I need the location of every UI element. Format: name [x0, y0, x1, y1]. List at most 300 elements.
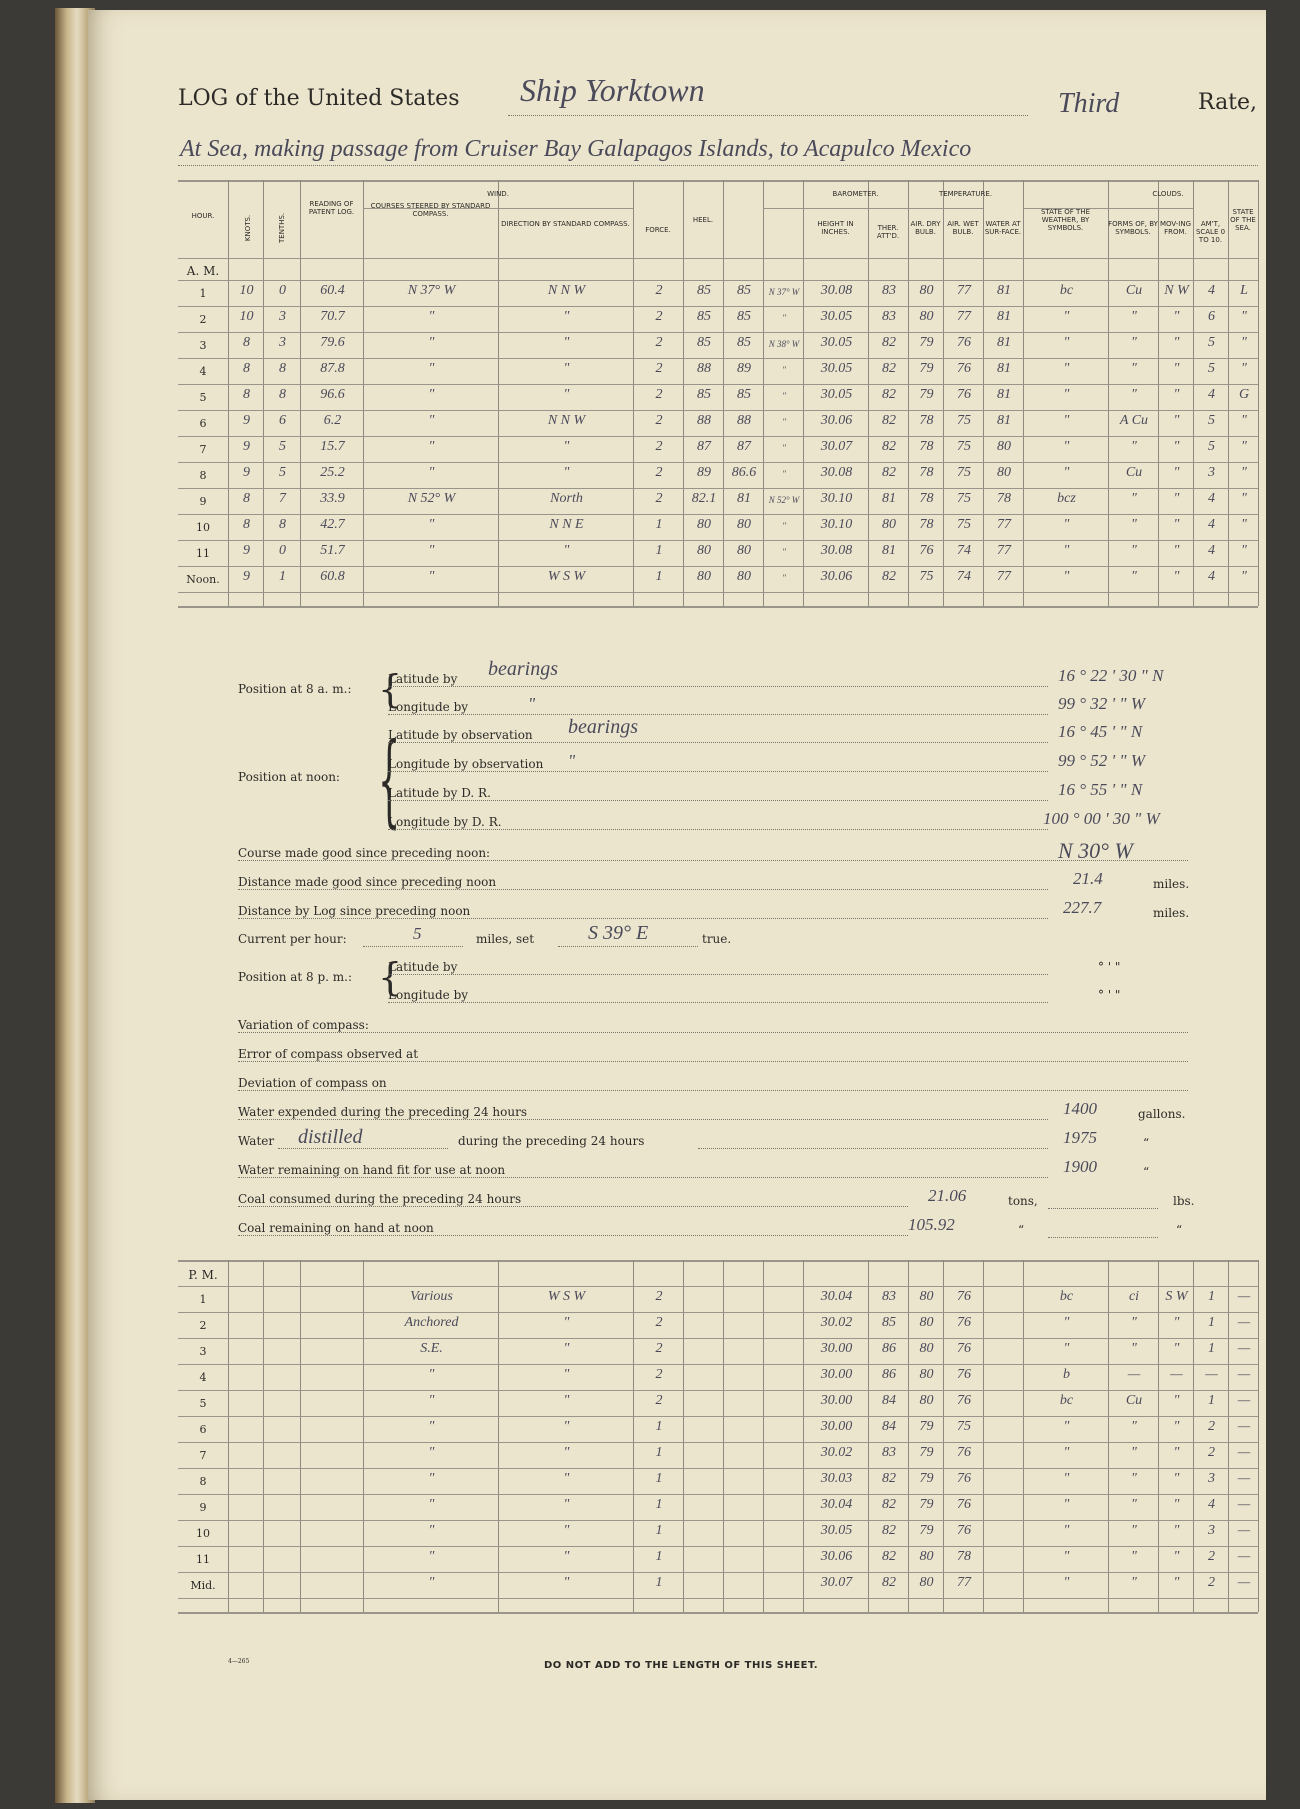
am-cell-force: 1	[655, 517, 663, 532]
pm-hour-label: Mid.	[190, 1579, 216, 1592]
am-cell-weather: "	[1063, 517, 1070, 532]
am-col-line	[908, 180, 909, 606]
col-hour: HOUR.	[191, 212, 215, 220]
am-cell-moving: "	[1173, 387, 1180, 402]
pm-cell-forms: "	[1131, 1341, 1137, 1356]
pm-cell-amt: 1	[1208, 1315, 1215, 1330]
am-col-line	[803, 180, 804, 606]
am-cell-force: 1	[655, 569, 663, 584]
am-col-line	[1023, 180, 1024, 606]
pm-cell-amt: 2	[1208, 1419, 1215, 1434]
am-cell-weather: "	[1063, 413, 1070, 428]
pm-cell-wind_dir: "	[563, 1575, 570, 1590]
ditto-1: “	[1143, 1136, 1150, 1150]
am-cell-sea: "	[1241, 543, 1247, 558]
am-cell-log: 96.6	[320, 387, 345, 402]
pm-hour-label: 10	[196, 1527, 210, 1540]
pm-cell-wind_dir: "	[563, 1549, 570, 1564]
pm-cell-ther: 83	[882, 1445, 896, 1460]
am-cell-ther: 81	[882, 491, 896, 506]
pm-cell-wet: 77	[957, 1575, 971, 1590]
col-wind-force: FORCE.	[645, 226, 671, 234]
am-cell-sea: "	[1241, 517, 1247, 532]
col-wind-group: WIND.	[487, 190, 509, 198]
pm-cell-course: "	[428, 1549, 435, 1564]
am-cell-c10: 88	[737, 413, 751, 428]
am-hour-label: 11	[196, 547, 210, 560]
am-col-line	[1108, 180, 1109, 606]
am-cell-forms: "	[1131, 387, 1137, 402]
am-cell-sea: L	[1240, 283, 1248, 298]
am-cell-baro: 30.08	[820, 283, 853, 298]
am-cell-wind_dir: "	[563, 439, 570, 454]
footer-notice: DO NOT ADD TO THE LENGTH OF THIS SHEET.	[544, 1660, 819, 1671]
pm-row-rule	[178, 1442, 1258, 1443]
pm-cell-moving: "	[1173, 1549, 1180, 1564]
am-cell-baro: 30.05	[820, 361, 853, 376]
pm-cell-sea: —	[1237, 1367, 1251, 1382]
am-cell-c11: N 37° W	[768, 287, 800, 297]
pm-cell-moving: "	[1173, 1523, 1180, 1538]
am-col-line	[300, 180, 301, 606]
am-col-line	[1158, 180, 1159, 606]
pm-cell-force: 2	[655, 1393, 663, 1408]
am-cell-knots: 8	[243, 491, 250, 506]
pm-label: P. M.	[188, 1268, 218, 1282]
pm-cell-wet: 76	[957, 1523, 971, 1538]
pm-cell-weather: bc	[1059, 1289, 1074, 1304]
error: Error of compass observed at	[238, 1047, 419, 1061]
pm-cell-weather: "	[1063, 1575, 1070, 1590]
lon-dr-leader	[388, 828, 1048, 830]
pm-cell-moving: "	[1173, 1341, 1180, 1356]
am-cell-c11: "	[782, 443, 786, 453]
am-cell-force: 2	[655, 309, 663, 324]
lon-8pm-value: ° ' "	[1098, 988, 1121, 1002]
pm-cell-forms: "	[1131, 1419, 1137, 1434]
am-cell-wet: 75	[957, 517, 971, 532]
am-cell-moving: "	[1173, 335, 1180, 350]
am-cell-amt: 4	[1208, 387, 1215, 402]
am-cell-log: 60.4	[320, 283, 345, 298]
pm-cell-wind_dir: "	[563, 1419, 570, 1434]
position-noon-label: Position at noon:	[238, 770, 340, 784]
am-row-rule	[178, 332, 1258, 333]
am-cell-tenths: 8	[279, 361, 286, 376]
col-cloud-amount: AM'T, SCALE 0 TO 10.	[1195, 220, 1226, 244]
am-col-line	[263, 180, 264, 606]
am-cell-moving: "	[1173, 361, 1180, 376]
am-cell-force: 2	[655, 413, 663, 428]
pm-cell-wind_dir: "	[563, 1523, 570, 1538]
am-cell-c11: "	[782, 573, 786, 583]
am-col-line	[723, 180, 724, 606]
am-cell-c10: 85	[737, 387, 751, 402]
am-cell-heel: 80	[697, 517, 711, 532]
am-cell-wet: 76	[957, 387, 971, 402]
water-expended: Water expended during the preceding 24 hours	[238, 1105, 528, 1119]
am-cell-dry: 79	[919, 335, 934, 350]
pm-row-rule	[178, 1416, 1258, 1417]
am-cell-moving: "	[1173, 309, 1180, 324]
pm-cell-wet: 76	[957, 1497, 971, 1512]
am-cell-c11: "	[782, 469, 786, 479]
pm-cell-baro: 30.05	[820, 1523, 853, 1538]
pm-cell-wind_dir: "	[563, 1445, 570, 1460]
col-knots: KNOTS.	[244, 214, 252, 242]
am-cell-water: 80	[997, 465, 1011, 480]
pm-row-rule	[178, 1338, 1258, 1339]
am-hour-label: 5	[199, 391, 207, 404]
am-cell-forms: A Cu	[1119, 413, 1149, 428]
ditto-4: “	[1176, 1223, 1183, 1237]
pm-cell-weather: "	[1063, 1445, 1070, 1460]
pm-cell-baro: 30.00	[820, 1341, 853, 1356]
pm-cell-baro: 30.06	[820, 1549, 853, 1564]
col-heel: HEEL.	[692, 216, 714, 224]
am-cell-ther: 82	[882, 387, 896, 402]
am-hour-label: 2	[199, 313, 207, 326]
am-cell-c10: 86.6	[731, 465, 757, 480]
am-cell-weather: "	[1063, 361, 1070, 376]
lat-8pm: Latitude by	[388, 960, 458, 974]
pm-cell-forms: Cu	[1125, 1393, 1143, 1408]
pm-row-rule	[178, 1494, 1258, 1495]
pm-hour-label: 7	[199, 1449, 207, 1462]
pm-hour-label: 2	[199, 1319, 207, 1332]
am-cell-water: 77	[997, 543, 1011, 558]
am-cell-course: N 37° W	[407, 283, 456, 298]
pm-cell-dry: 80	[919, 1367, 934, 1382]
pm-cell-weather: "	[1063, 1549, 1070, 1564]
pm-cell-force: 1	[655, 1549, 663, 1564]
pm-cell-dry: 80	[919, 1341, 934, 1356]
am-cell-water: 78	[997, 491, 1011, 506]
coal-consumed: Coal consumed during the preceding 24 hours	[238, 1192, 522, 1206]
am-cell-moving: "	[1173, 413, 1180, 428]
am-cell-moving: "	[1173, 517, 1180, 532]
am-cell-course: "	[428, 517, 435, 532]
pm-cell-ther: 82	[882, 1549, 896, 1564]
am-cell-force: 2	[655, 439, 663, 454]
am-cell-c10: 80	[737, 543, 751, 558]
am-cell-heel: 85	[697, 309, 711, 324]
error-leader	[238, 1060, 1188, 1062]
am-cell-amt: 4	[1208, 283, 1215, 298]
am-cell-course: "	[428, 361, 435, 376]
pm-cell-force: 1	[655, 1575, 663, 1590]
am-cell-course: "	[428, 413, 435, 428]
position-8am-label: Position at 8 a. m.:	[238, 682, 352, 696]
pm-row-rule	[178, 1546, 1258, 1547]
lbs-leader	[1048, 1207, 1158, 1209]
coal-consumed-leader	[238, 1205, 908, 1207]
am-col-line	[868, 180, 869, 606]
pm-cell-dry: 79	[919, 1497, 934, 1512]
am-cell-tenths: 8	[279, 387, 286, 402]
am-cell-moving: "	[1173, 543, 1180, 558]
pm-cell-ther: 82	[882, 1471, 896, 1486]
pm-cell-ther: 85	[882, 1315, 896, 1330]
am-hour-label: 6	[199, 417, 207, 430]
am-cell-wind_dir: N N W	[547, 413, 586, 428]
lon-8pm: Longitude by	[388, 988, 469, 1002]
am-cell-baro: 30.06	[820, 413, 853, 428]
pm-cell-force: 2	[655, 1315, 663, 1330]
am-cell-wet: 75	[957, 413, 971, 428]
lon-obs-value: 99 ° 52 ' " W	[1058, 751, 1145, 770]
pm-cell-amt: 2	[1208, 1549, 1215, 1564]
pm-top-rule	[178, 1260, 1258, 1262]
lat-8pm-leader	[388, 973, 1048, 975]
am-cell-tenths: 0	[279, 543, 286, 558]
am-cell-heel: 85	[697, 335, 711, 350]
pm-cell-wet: 76	[957, 1445, 971, 1460]
col-patent-log: READING OF PATENT LOG.	[308, 200, 355, 216]
lon-obs-leader	[388, 770, 1048, 772]
am-cell-knots: 9	[243, 569, 250, 584]
am-cell-wet: 74	[957, 569, 971, 584]
am-cell-sea: "	[1241, 491, 1247, 506]
distance-good: Distance made good since preceding noon	[238, 875, 497, 889]
am-cell-wind_dir: "	[563, 335, 570, 350]
variation-leader	[238, 1031, 1188, 1033]
am-cell-course: N 52° W	[407, 491, 456, 506]
am-cell-dry: 76	[919, 543, 934, 558]
temperature-group-rule	[868, 208, 983, 209]
pm-cell-amt: 3	[1208, 1471, 1215, 1486]
current-value: 5	[413, 924, 422, 943]
pm-cell-wind_dir: W S W	[547, 1289, 586, 1304]
am-cell-amt: 3	[1208, 465, 1215, 480]
pm-row-rule	[178, 1520, 1258, 1521]
am-cell-amt: 4	[1208, 517, 1215, 532]
pm-cell-ther: 86	[882, 1341, 896, 1356]
am-bottom-rule	[178, 606, 1258, 608]
am-cell-ther: 82	[882, 335, 896, 350]
am-cell-c11: "	[782, 365, 786, 375]
am-cell-wet: 75	[957, 491, 971, 506]
am-cell-c11: "	[782, 521, 786, 531]
am-cell-log: 87.8	[320, 361, 345, 376]
am-cell-heel: 88	[697, 361, 711, 376]
am-row-rule	[178, 384, 1258, 385]
position-8pm-label: Position at 8 p. m.:	[238, 970, 353, 984]
pm-cell-force: 1	[655, 1445, 663, 1460]
pm-cell-dry: 79	[919, 1419, 934, 1434]
pm-cell-course: "	[428, 1575, 435, 1590]
am-cell-moving: "	[1173, 439, 1180, 454]
am-cell-knots: 9	[243, 465, 250, 480]
am-col-line	[363, 180, 364, 606]
pm-cell-baro: 30.00	[820, 1367, 853, 1382]
pm-hour-label: 11	[196, 1553, 210, 1566]
coal-remaining-value: 105.92	[908, 1215, 955, 1234]
pm-cell-forms: "	[1131, 1575, 1137, 1590]
am-hour-label: 10	[196, 521, 210, 534]
pm-cell-wind_dir: "	[563, 1341, 570, 1356]
am-cell-wet: 77	[957, 283, 971, 298]
am-cell-log: 51.7	[320, 543, 345, 558]
water-during-label: during the preceding 24 hours	[458, 1134, 645, 1148]
am-cell-heel: 85	[697, 283, 711, 298]
am-cell-heel: 87	[697, 439, 711, 454]
am-cell-log: 70.7	[320, 309, 345, 324]
am-row-rule	[178, 592, 1258, 593]
brace-noon: {	[378, 721, 401, 838]
am-cell-amt: 4	[1208, 569, 1215, 584]
am-cell-c11: "	[782, 313, 786, 323]
am-cell-ther: 82	[882, 361, 896, 376]
am-cell-wet: 76	[957, 335, 971, 350]
pm-cell-force: 1	[655, 1523, 663, 1538]
am-hour-label: 3	[199, 339, 207, 352]
am-col-line	[983, 180, 984, 606]
am-hour-label: 9	[199, 495, 207, 508]
pm-cell-ther: 82	[882, 1575, 896, 1590]
am-cell-log: 6.2	[323, 413, 342, 428]
am-cell-c11: N 38° W	[768, 339, 800, 349]
tons-label: tons,	[1008, 1194, 1038, 1208]
am-cell-heel: 82.1	[691, 491, 717, 506]
am-row-rule	[178, 462, 1258, 463]
pm-cell-weather: "	[1063, 1497, 1070, 1512]
pm-cell-baro: 30.02	[820, 1315, 853, 1330]
am-cell-weather: "	[1063, 335, 1070, 350]
col-wind-direction: DIRECTION BY STANDARD COMPASS.	[501, 220, 630, 228]
pm-cell-dry: 80	[919, 1393, 934, 1408]
coal-remaining-lbs-leader	[1048, 1236, 1158, 1238]
am-cell-sea: "	[1241, 569, 1247, 584]
pm-cell-ther: 84	[882, 1419, 896, 1434]
pm-cell-amt: 2	[1208, 1575, 1215, 1590]
lat-dr-leader	[388, 799, 1048, 801]
pm-cell-amt: 4	[1208, 1497, 1215, 1512]
pm-cell-wet: 76	[957, 1367, 971, 1382]
am-cell-weather: "	[1063, 439, 1070, 454]
lon-dr-value: 100 ° 00 ' 30 " W	[1043, 809, 1160, 828]
am-cell-ther: 83	[882, 309, 896, 324]
am-cell-tenths: 7	[279, 491, 286, 506]
col-air-dry: AIR. DRY BULB.	[910, 220, 941, 236]
am-cell-dry: 78	[919, 517, 934, 532]
am-hour-label: 7	[199, 443, 207, 456]
pm-cell-forms: "	[1131, 1471, 1137, 1486]
am-cell-weather: "	[1063, 309, 1070, 324]
am-cell-force: 1	[655, 543, 663, 558]
current-set-label: miles, set	[476, 932, 535, 946]
am-cell-water: 81	[997, 413, 1011, 428]
pm-cell-force: 1	[655, 1471, 663, 1486]
am-cell-c10: 85	[737, 309, 751, 324]
pm-cell-course: S.E.	[420, 1341, 443, 1356]
am-row-rule	[178, 514, 1258, 515]
am-cell-amt: 5	[1208, 439, 1215, 454]
lon-8am-method: "	[528, 694, 536, 713]
am-col-line	[1228, 180, 1229, 606]
am-cell-heel: 85	[697, 387, 711, 402]
pm-cell-sea: —	[1237, 1497, 1251, 1512]
am-row-rule	[178, 436, 1258, 437]
pm-cell-amt: 1	[1208, 1289, 1215, 1304]
pm-row-rule	[178, 1468, 1258, 1469]
am-cell-amt: 4	[1208, 543, 1215, 558]
pm-cell-amt: —	[1205, 1367, 1218, 1382]
deviation: Deviation of compass on	[238, 1076, 387, 1090]
am-cell-knots: 10	[239, 309, 254, 324]
am-cell-forms: "	[1131, 543, 1137, 558]
miles-label-2: miles.	[1153, 906, 1190, 920]
am-cell-water: 80	[997, 439, 1011, 454]
pm-hour-label: 3	[199, 1345, 207, 1358]
pm-cell-baro: 30.04	[820, 1289, 853, 1304]
am-hour-label: 1	[199, 287, 207, 300]
pm-cell-sea: —	[1237, 1471, 1251, 1486]
am-cell-c11: "	[782, 417, 786, 427]
pm-cell-wet: 75	[957, 1419, 971, 1434]
pm-cell-force: 1	[655, 1419, 663, 1434]
am-cell-log: 25.2	[320, 465, 345, 480]
am-cell-c10: 80	[737, 517, 751, 532]
col-cloud-moving: MOV-ING FROM.	[1159, 220, 1192, 236]
am-cell-amt: 4	[1208, 491, 1215, 506]
am-cell-knots: 9	[243, 439, 250, 454]
am-cell-baro: 30.05	[820, 387, 853, 402]
pm-cell-baro: 30.03	[820, 1471, 853, 1486]
pm-cell-force: 2	[655, 1341, 663, 1356]
am-cell-c10: 80	[737, 569, 751, 584]
pm-cell-moving: "	[1173, 1315, 1180, 1330]
pm-hour-label: 6	[199, 1423, 207, 1436]
am-cell-knots: 8	[243, 387, 250, 402]
am-cell-ther: 82	[882, 569, 896, 584]
pm-cell-course: Anchored	[404, 1315, 459, 1330]
am-cell-amt: 5	[1208, 413, 1215, 428]
col-temperature-group: TEMPERATURE.	[938, 190, 993, 198]
gallons-label: gallons.	[1138, 1107, 1186, 1121]
am-cell-dry: 80	[919, 283, 934, 298]
am-cell-course: "	[428, 335, 435, 350]
col-courses: COURSES STEERED BY STANDARD COMPASS.	[370, 202, 491, 218]
am-top-rule	[178, 180, 1258, 182]
water-expended-value: 1400	[1063, 1099, 1097, 1118]
am-cell-tenths: 1	[279, 569, 286, 584]
am-label: A. M.	[186, 264, 220, 278]
am-cell-moving: "	[1173, 569, 1180, 584]
am-cell-forms: "	[1131, 517, 1137, 532]
am-cell-water: 77	[997, 517, 1011, 532]
lat-obs-value: 16 ° 45 ' " N	[1058, 722, 1143, 741]
am-cell-tenths: 0	[279, 283, 286, 298]
am-col-line	[1258, 180, 1259, 606]
am-cell-baro: 30.05	[820, 309, 853, 324]
col-tenths: TENTHS.	[278, 212, 286, 243]
barometer-group-rule	[763, 208, 868, 209]
pm-bottom-rule	[178, 1612, 1258, 1614]
ditto-2: “	[1143, 1165, 1150, 1179]
pm-cell-ther: 82	[882, 1497, 896, 1512]
am-cell-forms: "	[1131, 491, 1137, 506]
passage-description: At Sea, making passage from Cruiser Bay Galapagos Islands, to Acapulco Mexico	[180, 136, 972, 162]
pm-cell-weather: "	[1063, 1341, 1070, 1356]
am-cell-knots: 9	[243, 413, 250, 428]
col-sea: STATE OF THE SEA.	[1230, 208, 1256, 232]
ditto-3: “	[1018, 1223, 1025, 1237]
am-cell-wind_dir: "	[563, 361, 570, 376]
col-air-wet: AIR. WET BULB.	[947, 220, 979, 236]
current-set-value: S 39° E	[588, 922, 649, 944]
true-label: true.	[702, 932, 732, 946]
